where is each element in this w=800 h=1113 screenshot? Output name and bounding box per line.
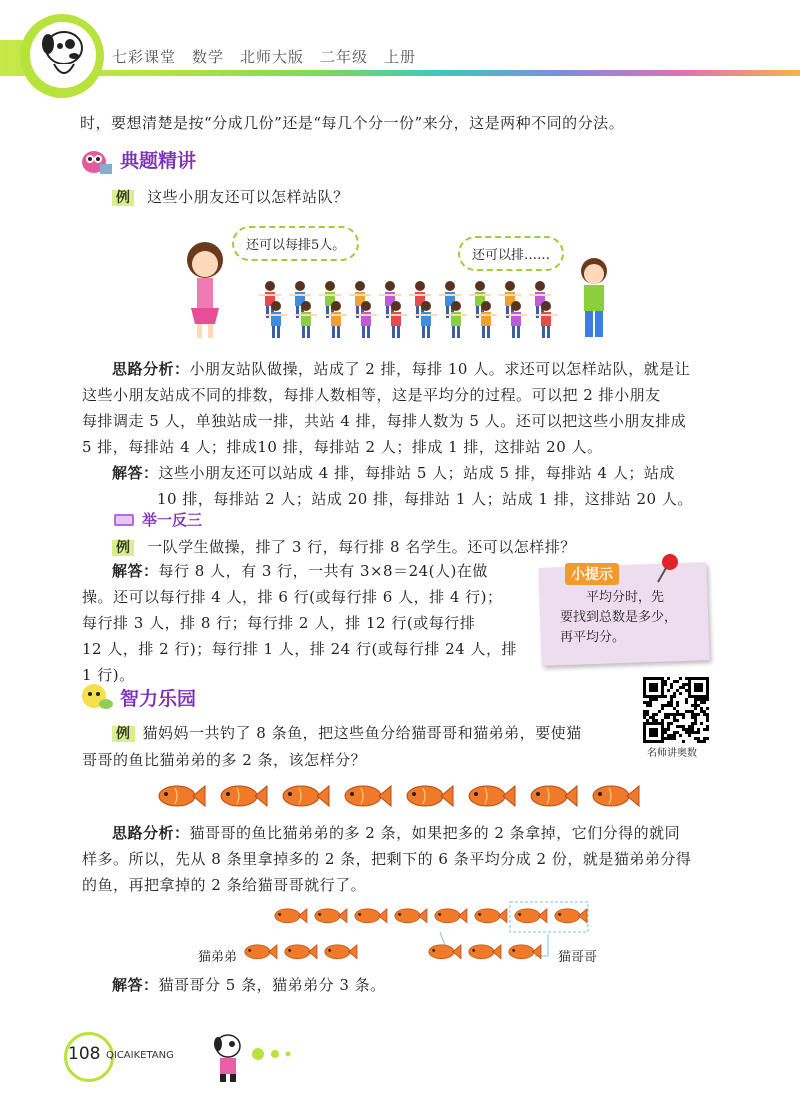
- practice-answer: 解答：每行 8 人，有 3 行，一共有 3×8＝24(人)在做 操。还可以每行排 4 人，排 6 行(或每行排 6 人，排 4 行)； 每行排 3 人，排 8 行；每行排 2 人，排 12 行(或每行排 12 人，排 2 行)；每行排 1 人，排 24 行(或每行排 24 人，排 1 行)。: [82, 562, 517, 684]
- fish-icon: [509, 945, 541, 959]
- fish-icon: [355, 909, 387, 923]
- practice-question-line: 例 一队学生做操，排了 3 行，每行排 8 名学生。还可以怎样排？: [112, 534, 576, 560]
- dog-mascot-icon: [34, 22, 94, 86]
- example-line-1: [112, 184, 349, 210]
- book-icon: [112, 510, 138, 530]
- fish-icon: [515, 909, 547, 923]
- fish-icon: [435, 909, 467, 923]
- girl-illustration: [175, 238, 235, 342]
- footer-dog-icon: [208, 1030, 248, 1086]
- fish-icon: [555, 909, 587, 923]
- fish-icon: [155, 782, 207, 810]
- section-title-dianti: 典题精讲: [120, 150, 197, 172]
- answer-label: 解答：: [112, 464, 159, 482]
- header-title: 七彩课堂 数学 北师大版 二年级 上册: [112, 48, 417, 66]
- fish-row: [155, 782, 655, 814]
- owl-section-icon: [76, 142, 114, 176]
- analysis-1: 思路分析：小朋友站队做操，站成了 2 排，每排 10 人。求还可以怎样站队，就是让 这些小朋友站成不同的排数，每排人数相等，这是平均分的过程。可以把 2 排小朋友 每排调走 5 人，单独站成一排，共站 4 排，每排人数为 5 人。还可以把这些小朋友排成 5 排，每排站 4 人；排成10 排，每排站 2 人；排成 1 排，这排站 20 人。: [82, 360, 691, 456]
- fish-icon: [475, 909, 507, 923]
- analysis-label: 思路分析：: [112, 360, 190, 378]
- mascot-section-icon: [76, 678, 116, 712]
- children-group: [252, 280, 562, 344]
- section-title-zhili: 智力乐园: [120, 688, 197, 710]
- section2-question: 例 猫妈妈一共钓了 8 条鱼，把这些鱼分给猫哥哥和猫弟弟，要使猫 哥哥的鱼比猫弟弟的多 2 条，该怎样分？: [82, 724, 582, 769]
- fish-icon: [465, 782, 517, 810]
- girl-speech-bubble: 还可以每排5人。: [232, 226, 359, 261]
- analysis-2: 思路分析：猫哥哥的鱼比猫弟弟的多 2 条，如果把多的 2 条拿掉，它们分得的就同 样多。所以，先从 8 条里拿掉多的 2 条，把剩下的 6 条平均分成 2 份，就是猫弟弟分得 的鱼，再把拿掉的 2 条给猫哥哥就行了。: [82, 824, 692, 894]
- practice-title: 举一反三: [142, 511, 203, 529]
- fish-icon: [217, 782, 269, 810]
- qr-code-image: [643, 677, 709, 743]
- fish-icon: [285, 945, 317, 959]
- label-cat-older: 猫哥哥: [558, 950, 598, 965]
- fish-icon: [469, 945, 501, 959]
- fish-icon: [527, 782, 579, 810]
- fish-icon: [275, 909, 307, 923]
- intro-line: 时，要想清楚是按“分成几份”还是“每几个分一份”来分，这是两种不同的分法。: [80, 114, 625, 132]
- footer-dots-icon: [250, 1046, 300, 1062]
- fish-icon: [325, 945, 357, 959]
- answer-2: 解答：猫哥哥分 5 条，猫弟弟分 3 条。: [112, 976, 386, 994]
- fish-icon: [279, 782, 331, 810]
- label-cat-younger: 猫弟弟: [198, 950, 238, 965]
- fish-icon: [245, 945, 277, 959]
- page-number: 108: [68, 1044, 101, 1064]
- qr-code[interactable]: [643, 677, 709, 743]
- children-rows: [252, 280, 562, 344]
- qr-caption: 名师讲奥数: [647, 748, 697, 759]
- footer-brand: QICAIKETANG: [106, 1050, 174, 1061]
- example-tag: 例: [112, 190, 134, 206]
- fish-icon: [589, 782, 641, 810]
- answer-1: 解答：这些小朋友还可以站成 4 排，每排站 5 人；站成 5 排，每排站 4 人；站成 10 排，每排站 2 人；站成 20 排，每排站 1 人；站成 1 排，这排站 20 人。: [112, 464, 693, 508]
- boy-illustration: [572, 255, 616, 345]
- boy-speech-bubble: 还可以排……: [458, 236, 564, 271]
- tip-title: 小提示: [565, 563, 619, 585]
- fish-icon: [429, 945, 461, 959]
- fish-icon: [341, 782, 393, 810]
- fish-icon: [403, 782, 455, 810]
- fish-icon: [395, 909, 427, 923]
- tip-text: 平均分时，先 要找到总数是多少， 再平均分。: [560, 590, 678, 645]
- pushpin-icon: [652, 552, 682, 586]
- fish-icon: [315, 909, 347, 923]
- example-question: 这些小朋友还可以怎样站队？: [147, 188, 349, 206]
